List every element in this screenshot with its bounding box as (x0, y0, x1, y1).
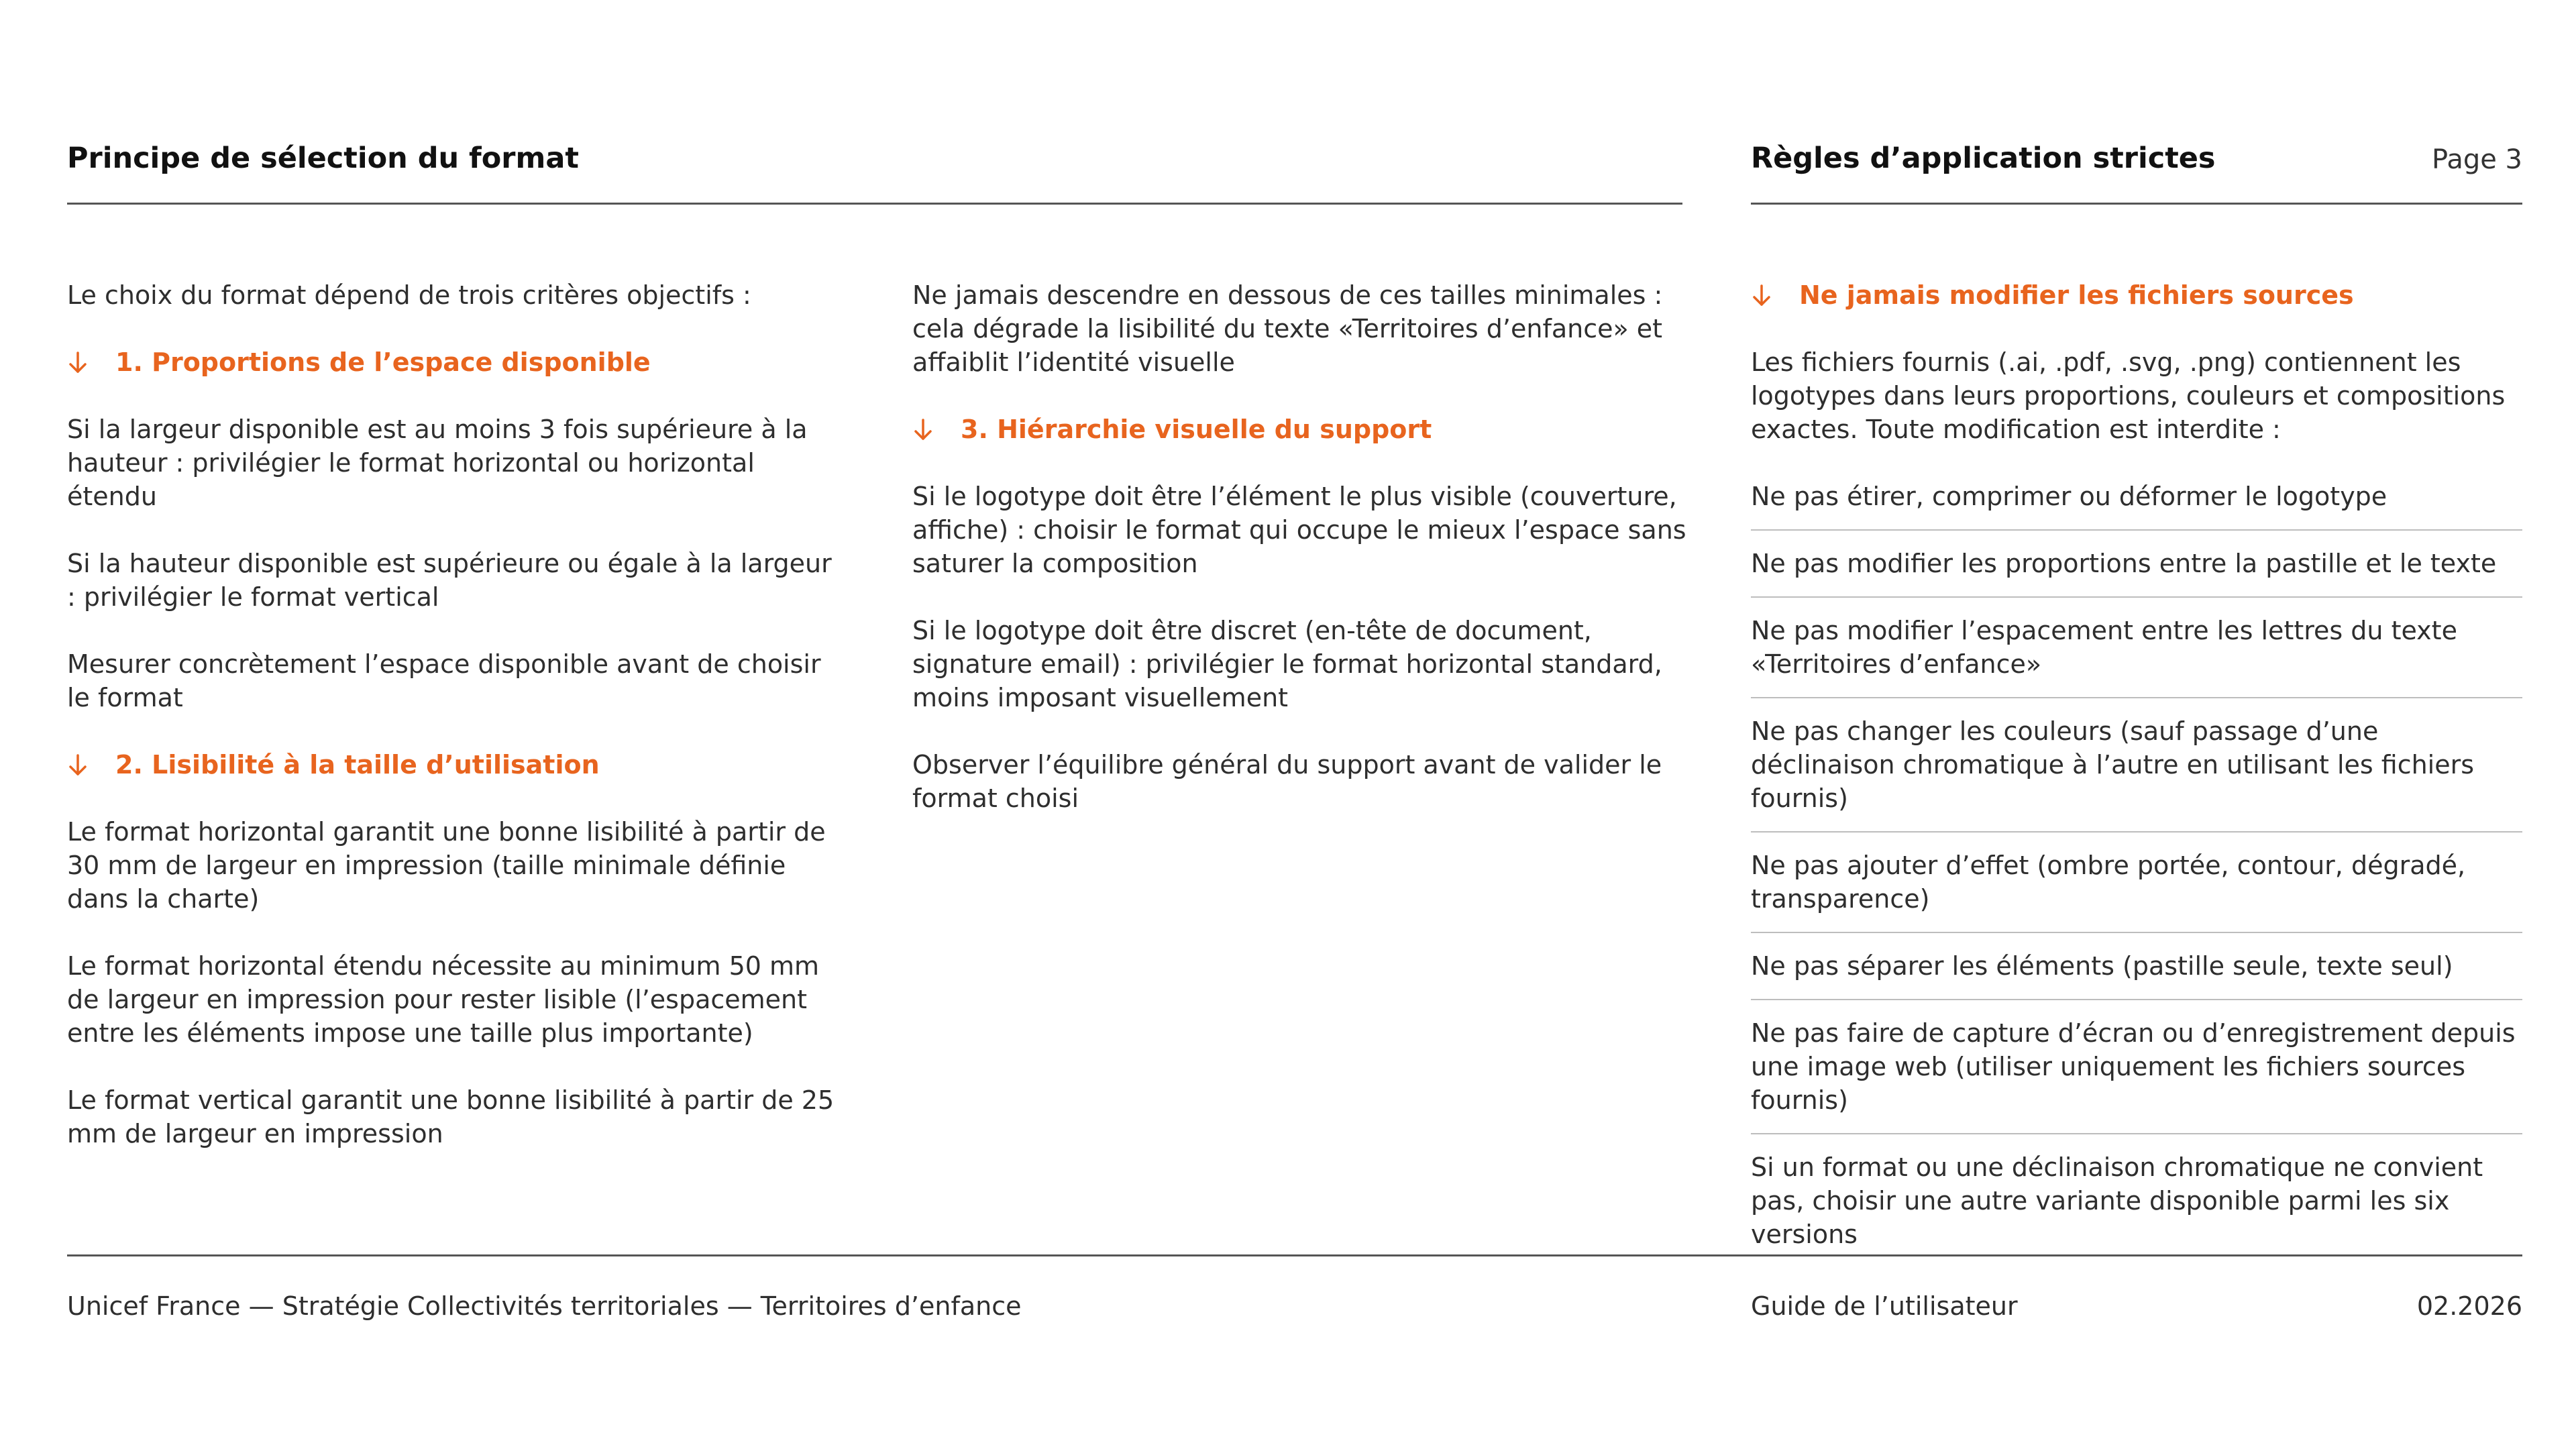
section-1-title: 1. Proportions de l’espace disponible (115, 347, 651, 377)
section-2-heading (67, 748, 845, 782)
footer-rule (67, 1254, 2522, 1256)
section-1-heading (67, 345, 845, 379)
section-2-paragraph: Le format horizontal étendu nécessite au minimum 50 mm de largeur en impression pour rester lisible (l’espacement entre les éléments impose une taille plus importante) (67, 951, 820, 1048)
column-2-intro: Ne jamais descendre en dessous de ces tailles minimales : cela dégrade la lisibilité du texte «Territoires d’enfance» et affaiblit l’identité visuelle (912, 280, 1663, 377)
rule-item: Ne pas faire de capture d’écran ou d’enregistrement depuis une image web (utiliser uniquement les fichiers sources fournis) (1751, 1016, 2522, 1134)
rule-item: Ne pas modifier les proportions entre la pastille et le texte (1751, 547, 2522, 598)
arrow-down-icon (67, 349, 89, 376)
section-2-title: 2. Lisibilité à la taille d’utilisation (115, 750, 600, 780)
page-number: Page 3 (2432, 144, 2522, 175)
page-title-left: Principe de sélection du format (67, 142, 579, 175)
rule-item: Ne pas séparer les éléments (pastille seule, texte seul) (1751, 949, 2522, 1000)
page-title-right: Règles d’application strictes (1751, 142, 2216, 175)
section-1-paragraph: Si la hauteur disponible est supérieure ou égale à la largeur : privilégier le format vertical (67, 549, 832, 612)
rule-item: Ne pas modifier l’espacement entre les lettres du texte «Territoires d’enfance» (1751, 614, 2522, 698)
section-2-paragraph: Le format horizontal garantit une bonne lisibilité à partir de 30 mm de largeur en impression (taille minimale définie dans la charte) (67, 817, 826, 914)
column-1 (67, 278, 845, 1150)
section-3-title: 3. Hiérarchie visuelle du support (961, 415, 1432, 444)
section-3-paragraph: Si le logotype doit être discret (en-tête de document, signature email) : privilégier le format horizontal standard, moins imposant visuellement (912, 616, 1662, 712)
rules-title: Ne jamais modifier les fichiers sources (1799, 280, 2354, 310)
rules-intro: Les fichiers fournis (.ai, .pdf, .svg, .png) contiennent les logotypes dans leurs proportions, couleurs et compositions exactes. Toute modification est interdite : (1751, 347, 2506, 444)
section-3-heading (912, 413, 1690, 446)
header-rule-right (1751, 203, 2522, 205)
rules-heading (1751, 278, 2522, 312)
arrow-down-icon (67, 751, 89, 778)
section-3-paragraph: Observer l’équilibre général du support avant de valider le format choisi (912, 750, 1662, 813)
rule-item: Ne pas ajouter d’effet (ombre portée, contour, dégradé, transparence) (1751, 849, 2522, 933)
rule-item: Ne pas changer les couleurs (sauf passage d’une déclinaison chromatique à l’autre en utilisant les fichiers fournis) (1751, 714, 2522, 833)
rule-item: Si un format ou une déclinaison chromatique ne convient pas, choisir une autre variante disponible parmi les six versions (1751, 1152, 2483, 1249)
column-3 (1751, 278, 2522, 1251)
arrow-down-icon (1751, 282, 1772, 309)
section-3-paragraph: Si le logotype doit être l’élément le plus visible (couverture, affiche) : choisir le format qui occupe le mieux l’espace sans saturer la composition (912, 482, 1686, 578)
column-2 (912, 278, 1690, 815)
rule-item: Ne pas étirer, comprimer ou déformer le logotype (1751, 480, 2522, 531)
section-2-paragraph: Le format vertical garantit une bonne lisibilité à partir de 25 mm de largeur en impression (67, 1085, 835, 1148)
arrow-down-icon (912, 416, 934, 443)
footer-credit: Unicef France — Stratégie Collectivités territoriales — Territoires d’enfance (67, 1291, 1022, 1321)
header-rule-left (67, 203, 1682, 205)
section-1-paragraph: Si la largeur disponible est au moins 3 fois supérieure à la hauteur : privilégier le format horizontal ou horizontal étendu (67, 415, 808, 511)
section-1-paragraph: Mesurer concrètement l’espace disponible avant de choisir le format (67, 649, 821, 712)
rules-list (1751, 480, 2522, 1251)
footer-date: 02.2026 (2416, 1291, 2522, 1321)
column-1-intro: Le choix du format dépend de trois critères objectifs : (67, 280, 751, 310)
footer-guide-label: Guide de l’utilisateur (1751, 1291, 2018, 1321)
